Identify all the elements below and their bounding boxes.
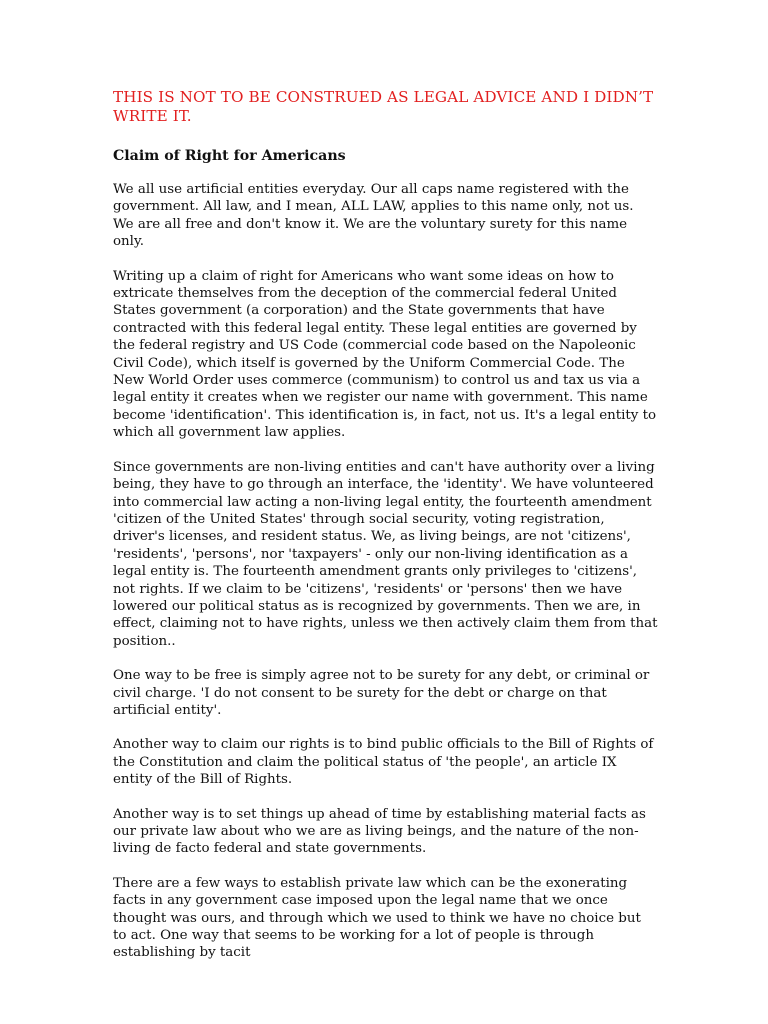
disclaimer-heading: THIS IS NOT TO BE CONSTRUED AS LEGAL ADVICE AND I DIDN’T WRITE IT. [113,88,654,125]
document-body [113,88,658,979]
paragraph-1: We all use artificial entities everyday. Our all caps name registered with the government. All law, and I mean, ALL LAW, applies to this name only, not us. We are all free and don't know it. We are the voluntary surety for this name only. [113,182,634,250]
paragraph-3: Since governments are non-living entities and can't have authority over a living being, they have to go through an interface, the 'identity'. We have volunteered into commercial law acting a non-living legal entity, the fourteenth amendment 'citizen of the United States' through social security, voting registration, driver's licenses, and resident status. We, as living beings, are not 'citizens', 'residents', 'persons', nor 'taxpayers' - only our non-living identification as a legal entity is. The fourteenth amendment grants only privileges to 'citizens', not rights. If we claim to be 'citizens', 'residents' or 'persons' then we have lowered our political status as is recognized by governments. Then we are, in effect, claiming not to have rights, unless we then actively claim them from that position.. [113,459,658,649]
paragraph-7: There are a few ways to establish private law which can be the exonerating facts in any government case imposed upon the legal name that we once thought was ours, and through which we used to think we have no choice but to act. One way that seems to be working for a lot of people is through establishing by tacit [113,875,641,961]
paragraph-2: Writing up a claim of right for Americans who want some ideas on how to extricate themselves from the deception of the commercial federal United States government (a corporation) and the State governments that have contracted with this federal legal entity. These legal entities are governed by the federal registry and US Code (commercial code based on the Napoleonic Civil Code), which itself is governed by the Uniform Commercial Code. The New World Order uses commerce (communism) to control us and tax us via a legal entity it creates when we register our name with government. This name become 'identification'. This identification is, in fact, not us. It's a legal entity to which all government law applies. [113,268,657,441]
paragraph-6: Another way is to set things up ahead of time by establishing material facts as our private law about who we are as living beings, and the nature of the non-living de facto federal and state governments. [113,806,646,857]
paragraph-4: One way to be free is simply agree not to be surety for any debt, or criminal or civil charge. 'I do not consent to be surety for the debt or charge on that artificial entity'. [113,668,650,718]
document-title: Claim of Right for Americans [113,148,346,164]
paragraph-5: Another way to claim our rights is to bind public officials to the Bill of Rights of the Constitution and claim the political status of 'the people', an article IX entity of the Bill of Rights. [113,737,654,788]
